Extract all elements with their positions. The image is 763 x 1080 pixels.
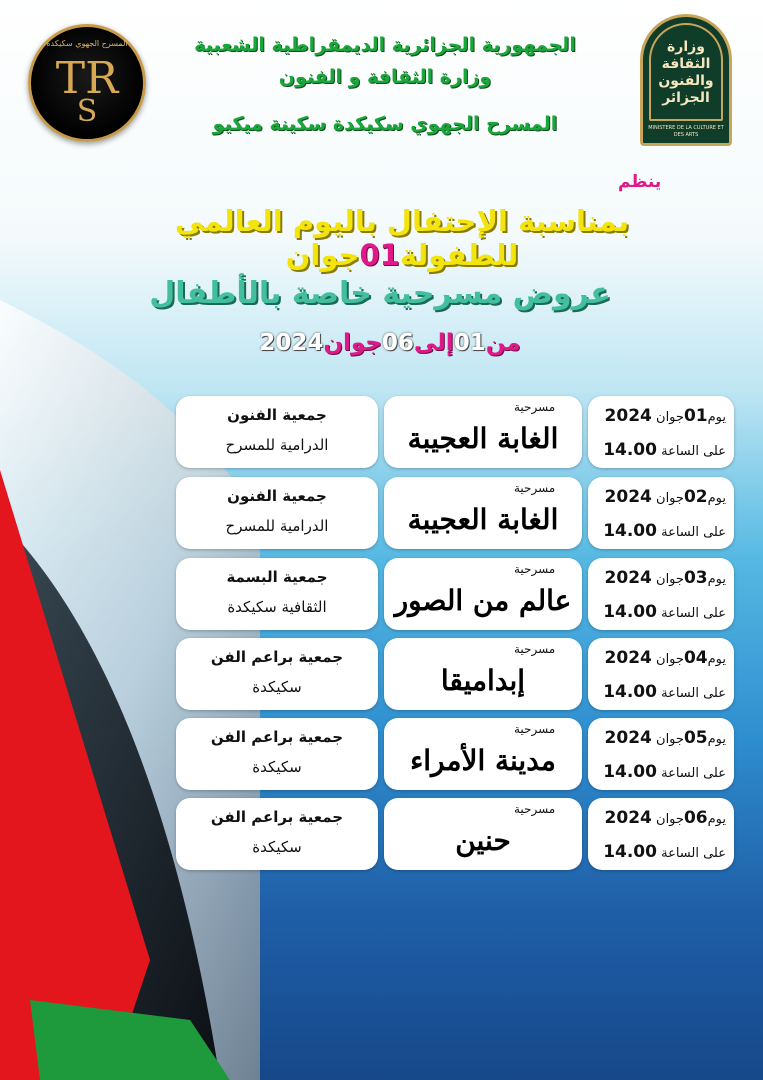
- schedule-row: [176, 477, 736, 551]
- play-card: [384, 798, 582, 870]
- range-to: إلى: [413, 330, 454, 356]
- time-line: على الساعة 14.00: [603, 682, 726, 702]
- play-card: [384, 396, 582, 468]
- date-range: [240, 330, 540, 356]
- logo-monogram-bottom: S: [76, 94, 98, 129]
- range-from: من: [485, 330, 521, 356]
- range-year: 2024: [259, 330, 324, 356]
- schedule-row: [176, 798, 736, 872]
- date-line: يوم05جوان 2024: [604, 728, 726, 748]
- organizes-label: ينظم: [618, 172, 662, 192]
- schedule-row: [176, 396, 736, 470]
- play-card: [384, 718, 582, 790]
- date-line: يوم06جوان 2024: [604, 808, 726, 828]
- play-title: الغابة العجيبة: [407, 422, 559, 455]
- date-card: [588, 798, 734, 870]
- schedule-row: [176, 718, 736, 792]
- occasion-title: [92, 204, 712, 272]
- play-label: مسرحية: [514, 400, 556, 414]
- association-card: [176, 477, 378, 549]
- logo-ring-text: المسرح الجهوي سكيكدة: [46, 39, 128, 48]
- date-card: [588, 477, 734, 549]
- play-title: الغابة العجيبة: [407, 503, 559, 536]
- range-end-day: 06: [381, 330, 414, 356]
- play-label: مسرحية: [514, 722, 556, 736]
- association-detail: الدرامية للمسرح: [225, 436, 329, 454]
- date-card: [588, 718, 734, 790]
- play-card: [384, 477, 582, 549]
- play-card: [384, 638, 582, 710]
- play-label: مسرحية: [514, 562, 556, 576]
- association-card: [176, 798, 378, 870]
- date-line: يوم01جوان 2024: [604, 406, 726, 426]
- date-card: [588, 638, 734, 710]
- association-card: [176, 638, 378, 710]
- play-label: مسرحية: [514, 802, 556, 816]
- association-name: جمعية براعم الفن: [210, 808, 344, 826]
- occasion-month: جوان: [285, 238, 360, 272]
- ministry-logo: [640, 14, 732, 146]
- association-detail: الثقافية سكيكدة: [227, 598, 327, 616]
- time-line: على الساعة 14.00: [603, 842, 726, 862]
- header-ministry: وزارة الثقافة و الفنون: [278, 66, 492, 88]
- header-republic: الجمهورية الجزائرية الديمقراطية الشعبية: [194, 34, 576, 56]
- range-start-day: 01: [453, 330, 486, 356]
- range-month: جوان: [323, 330, 382, 356]
- association-name: جمعية براعم الفن: [210, 648, 344, 666]
- time-line: على الساعة 14.00: [603, 440, 726, 460]
- header-theatre: المسرح الجهوي سكيكدة سكينة ميكيو: [212, 113, 558, 135]
- schedule-row: [176, 558, 736, 632]
- association-name: جمعية الفنون: [227, 487, 327, 505]
- logo-monogram-top: TR: [55, 53, 119, 104]
- event-subtitle: عروض مسرحية خاصة بالأطفال: [149, 276, 611, 311]
- association-detail: سكيكدة: [252, 838, 302, 856]
- association-card: [176, 558, 378, 630]
- date-line: يوم04جوان 2024: [604, 648, 726, 668]
- play-card: [384, 558, 582, 630]
- time-line: على الساعة 14.00: [603, 762, 726, 782]
- date-line: يوم03جوان 2024: [604, 568, 726, 588]
- schedule-row: [176, 638, 736, 712]
- association-detail: سكيكدة: [252, 758, 302, 776]
- date-card: [588, 396, 734, 468]
- theatre-logo: [28, 24, 146, 142]
- date-card: [588, 558, 734, 630]
- play-title: إبداميقا: [440, 664, 526, 697]
- occasion-day: 01: [359, 238, 400, 272]
- ministry-logo-text: وزارة الثقافة والفنون الجزائر: [649, 23, 723, 121]
- association-name: جمعية براعم الفن: [210, 728, 344, 746]
- ministry-logo-footer: MINISTERE DE LA CULTURE ET DES ARTS: [648, 125, 724, 138]
- association-name: جمعية البسمة: [226, 568, 328, 586]
- play-title: عالم من الصور: [394, 584, 572, 617]
- date-line: يوم02جوان 2024: [604, 487, 726, 507]
- association-detail: الدرامية للمسرح: [225, 517, 329, 535]
- play-title: مدينة الأمراء: [410, 744, 556, 777]
- time-line: على الساعة 14.00: [603, 521, 726, 541]
- association-card: [176, 718, 378, 790]
- play-label: مسرحية: [514, 642, 556, 656]
- occasion-text: بمناسبة الإحتفال باليوم العالمي للطفولة: [174, 204, 630, 272]
- time-line: على الساعة 14.00: [603, 602, 726, 622]
- association-card: [176, 396, 378, 468]
- play-title: حنين: [455, 824, 511, 857]
- association-detail: سكيكدة: [252, 678, 302, 696]
- association-name: جمعية الفنون: [227, 406, 327, 424]
- play-label: مسرحية: [514, 481, 556, 495]
